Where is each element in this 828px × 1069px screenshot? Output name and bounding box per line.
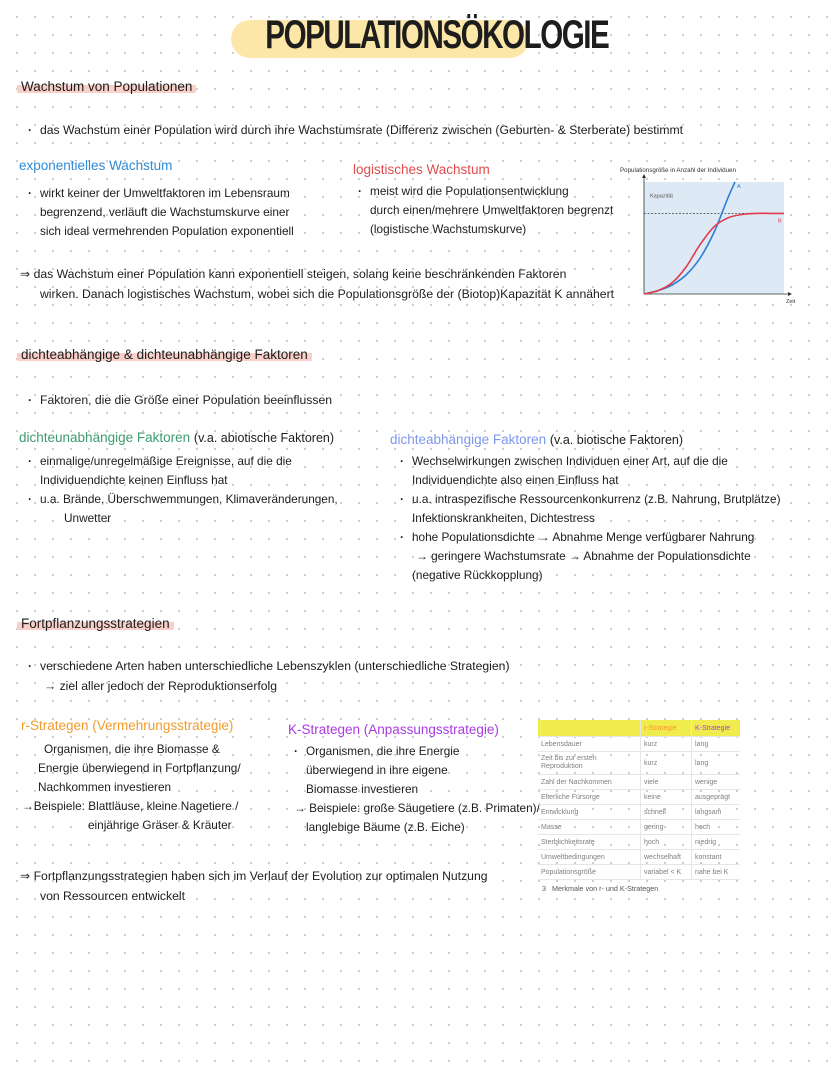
table-row: Umweltbedingungen wechselhaft konstant <box>538 850 740 865</box>
section-heading-wachstum: Wachstum von Populationen <box>17 79 196 94</box>
series-b-label: B <box>778 218 782 225</box>
exp-text: · wirkt keiner der Umweltfaktoren im Lebensraum begrenzend, verläuft die Wachstumskurve einer sich ideal vermehrenden Population exponentiell <box>40 184 294 241</box>
table-row: Sterblichkeitsrate hoch niedrig <box>538 835 740 850</box>
growth-chart-svg <box>614 162 804 307</box>
y-axis-arrow-icon <box>642 174 646 178</box>
r-text: Organismen, die ihre Biomasse & Energie überwiegend in Fortpflanzung/ Nachkommen investieren →Beispiele: Blattläuse, kleine Nagetiere / einjährige Gräser & Kräuter <box>22 742 241 832</box>
k-column-header: K-Strategie <box>692 720 741 737</box>
table-row: Lebensdauer kurz lang <box>538 737 740 752</box>
table-caption: 3 Merkmale von r- und K-Strategen <box>542 884 659 893</box>
r-column-header: r-Strategie <box>641 720 692 737</box>
table-row: Masse gering hoch <box>538 820 740 835</box>
wachstum-conclusion: ⇒ das Wachstum einer Population kann exponentiell steigen, solang keine beschränkenden Faktoren wirken. Danach logistisches Wachstum, wobei sich die Populationsgröße der (Biotop)Kapazität K annähert <box>20 267 615 301</box>
x-axis-arrow-icon <box>788 292 792 296</box>
table <box>538 720 740 880</box>
fortpflanzung-intro: · verschiedene Arten haben unterschiedliche Lebenszyklen (unterschiedliche Strategien) → ziel aller jedoch der Reproduktionserfolg <box>40 656 510 696</box>
section-heading-fortpflanzung: Fortpflanzungsstrategien <box>17 616 174 631</box>
title-text: POPULATIONSÖKOLOGIE <box>265 13 609 57</box>
fortpflanzung-conclusion: ⇒ Fortpflanzungsstrategien haben sich im Verlauf der Evolution zur optimalen Nutzung von Ressourcen entwickelt <box>20 869 488 903</box>
faktoren-intro: · Faktoren, die die Größe einer Population beeinflussen <box>40 390 332 410</box>
ab-text: · Wechselwirkungen zwischen Individuen einer Art, auf die die Individuendichte also einen Einfluss hat · u.a. intraspezifische Ressourcenkonkurrenz (z.B. Nahrung, Brutplätze) Infektionskrankheiten, Dichtestress · hohe Populationsdichte → Abnahme Menge verfügbarer Nahrung → geringere Wachstumsrate → Abnahme der Populationsdichte (negative Rückkopplung) <box>412 452 781 585</box>
table-row: Populationsgröße variabel < K nahe bei K <box>538 865 740 880</box>
chart-x-label: Zeit <box>786 299 796 305</box>
log-heading: logistisches Wachstum <box>353 162 490 177</box>
unab-heading: dichteunabhängige Faktoren (v.a. abiotische Faktoren) <box>19 430 335 445</box>
growth-chart <box>614 162 804 307</box>
k-heading: K-Strategen (Anpassungsstrategie) <box>288 722 499 737</box>
table-row: Zeit bis zur ersten Reproduktion kurz lang <box>538 752 740 775</box>
section-heading-faktoren: dichteabhängige & dichteunabhängige Faktoren <box>17 347 312 362</box>
table-row: Entwicklung schnell langsam <box>538 805 740 820</box>
strategies-table <box>538 720 740 893</box>
page-title <box>225 6 609 64</box>
unab-text: · einmalige/unregelmäßige Ereignisse, auf die die Individuendichte keinen Einfluss hat · u.a. Brände, Überschwemmungen, Klimaveränderungen, Unwetter <box>40 452 338 528</box>
exp-heading: exponentielles Wachstum <box>19 158 173 173</box>
chart-title: Populationsgröße in Anzahl der Individuen <box>620 167 736 174</box>
table-header-row <box>538 720 740 737</box>
series-a-label: A <box>737 184 741 190</box>
r-heading: r-Strategen (Vermehrungsstrategie) <box>21 718 234 733</box>
wachstum-intro: · das Wachstum einer Population wird durch ihre Wachstumsrate (Differenz zwischen (Geburten- & Sterberate) bestimmt <box>40 120 683 140</box>
log-text: · meist wird die Populationsentwicklung durch einen/mehrere Umweltfaktoren begrenzt (logistische Wachstumskurve) <box>370 182 613 239</box>
k-text: · Organismen, die ihre Energie überwiegend in ihre eigene Biomasse investieren → Beispiele: große Säugetiere (z.B. Primaten)/ langlebige Bäume (z.B. Eiche) <box>294 742 540 837</box>
table-row: Zahl der Nachkommen viele wenige <box>538 775 740 790</box>
ab-heading: dichteabhängige Faktoren (v.a. biotische Faktoren) <box>390 432 684 447</box>
table-row: Elterliche Fürsorge keine ausgeprägt <box>538 790 740 805</box>
capacity-label: Kapazität <box>650 193 673 200</box>
